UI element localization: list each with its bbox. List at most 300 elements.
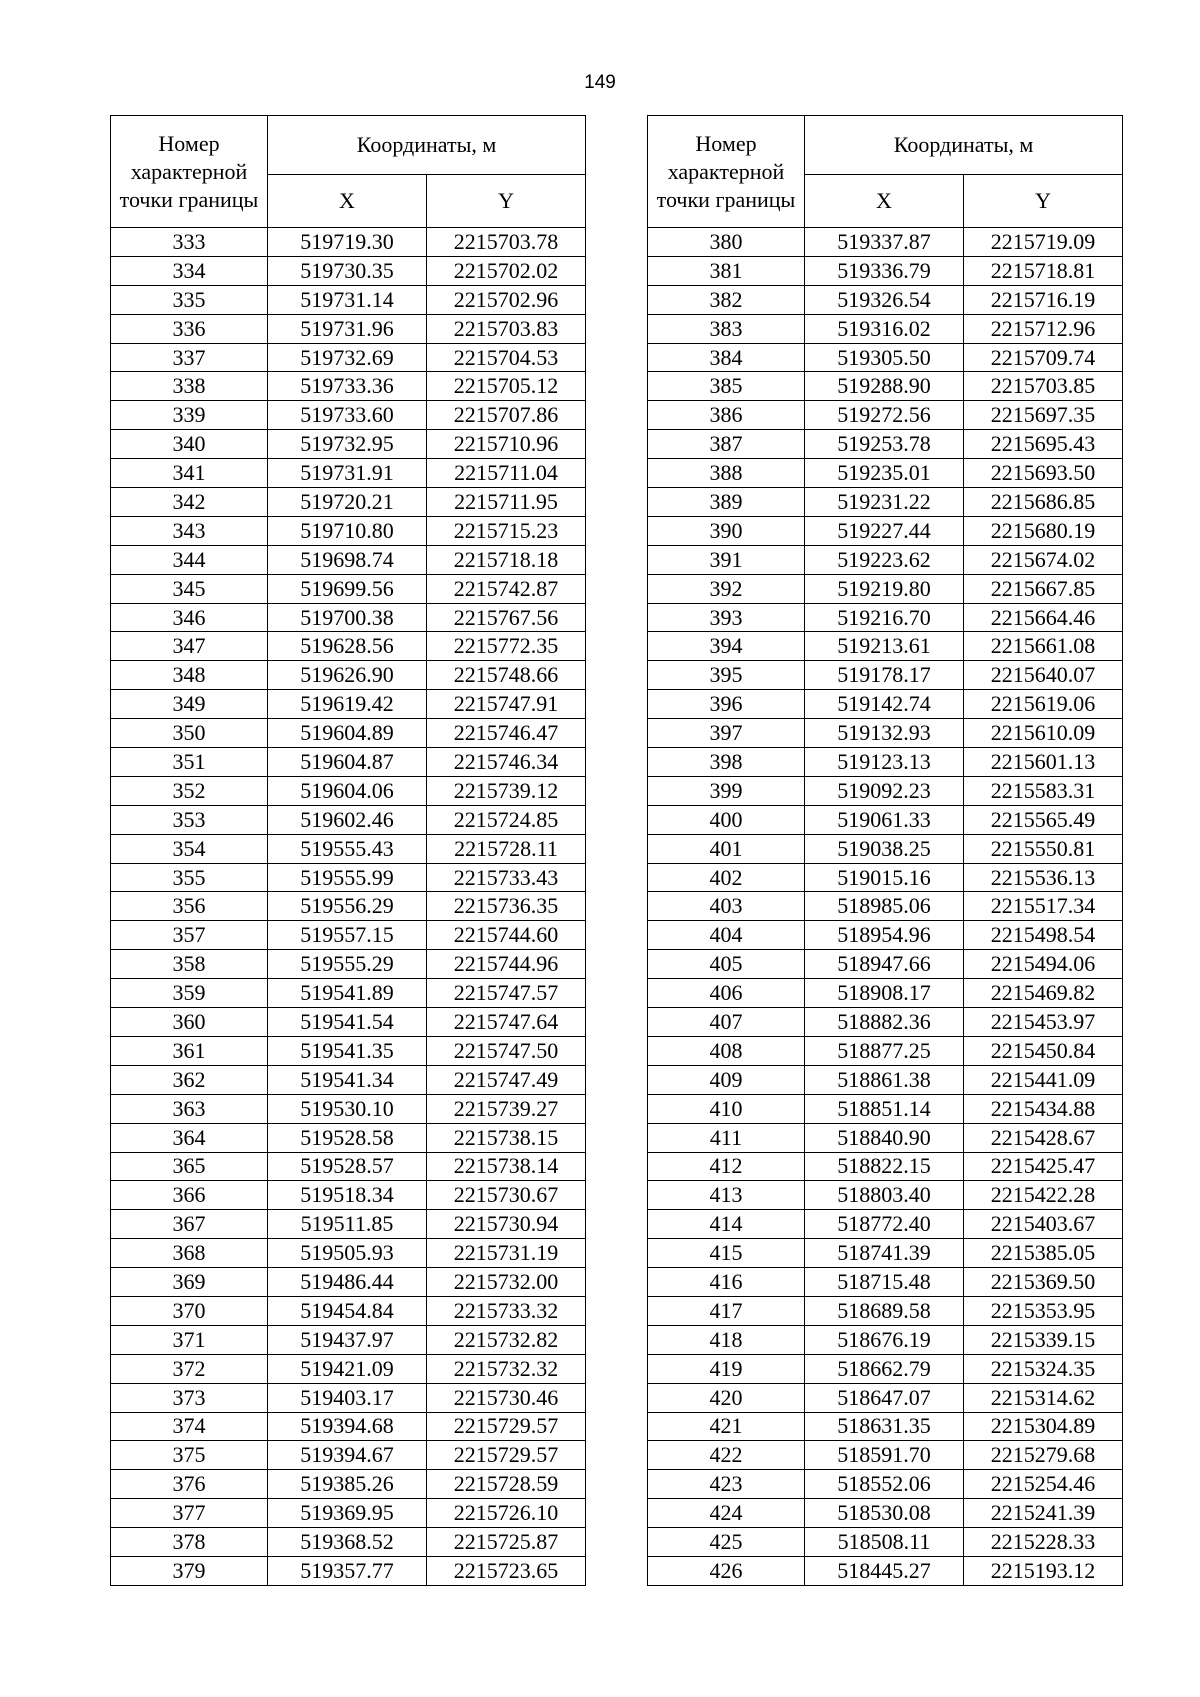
table-row [648,1296,1123,1325]
y-coordinate-cell: 2215733.32 [427,1296,586,1325]
x-coordinate-cell: 519288.90 [805,372,964,401]
table-row [648,343,1123,372]
point-number-cell: 364 [111,1123,268,1152]
table-body-right [648,228,1123,1586]
y-coordinate-cell: 2215747.49 [427,1065,586,1094]
x-coordinate-cell: 519541.89 [268,979,427,1008]
x-coordinate-cell: 519619.42 [268,690,427,719]
x-coordinate-cell: 518947.66 [805,950,964,979]
point-number-cell: 343 [111,516,268,545]
x-coordinate-cell: 518662.79 [805,1354,964,1383]
y-coordinate-cell: 2215747.64 [427,1008,586,1037]
y-coordinate-cell: 2215732.00 [427,1268,586,1297]
x-coordinate-cell: 519505.93 [268,1239,427,1268]
header-coordinates: Координаты, м [268,116,586,175]
x-coordinate-cell: 519731.91 [268,459,427,488]
table-row [111,1094,586,1123]
x-coordinate-cell: 519530.10 [268,1094,427,1123]
table-row [648,979,1123,1008]
y-coordinate-cell: 2215469.82 [964,979,1123,1008]
point-number-cell: 402 [648,863,805,892]
table-row [648,1325,1123,1354]
x-coordinate-cell: 519235.01 [805,459,964,488]
x-coordinate-cell: 518985.06 [805,892,964,921]
point-number-cell: 357 [111,921,268,950]
y-coordinate-cell: 2215739.27 [427,1094,586,1123]
y-coordinate-cell: 2215450.84 [964,1036,1123,1065]
x-coordinate-cell: 519719.30 [268,228,427,257]
x-coordinate-cell: 519541.34 [268,1065,427,1094]
y-coordinate-cell: 2215403.67 [964,1210,1123,1239]
table-row [648,603,1123,632]
point-number-cell: 376 [111,1470,268,1499]
table-row [111,430,586,459]
point-number-cell: 406 [648,979,805,1008]
table-row [648,1499,1123,1528]
point-number-cell: 390 [648,516,805,545]
y-coordinate-cell: 2215304.89 [964,1412,1123,1441]
y-coordinate-cell: 2215709.74 [964,343,1123,372]
y-coordinate-cell: 2215707.86 [427,401,586,430]
y-coordinate-cell: 2215746.34 [427,748,586,777]
y-coordinate-cell: 2215711.04 [427,459,586,488]
x-coordinate-cell: 518851.14 [805,1094,964,1123]
point-number-cell: 359 [111,979,268,1008]
point-number-cell: 419 [648,1354,805,1383]
table-row [648,1239,1123,1268]
point-number-cell: 386 [648,401,805,430]
table-row [111,603,586,632]
x-coordinate-cell: 519326.54 [805,285,964,314]
table-row [111,690,586,719]
table-row [648,1412,1123,1441]
coordinates-table-left [110,115,586,1586]
point-number-cell: 404 [648,921,805,950]
point-number-cell: 412 [648,1152,805,1181]
y-coordinate-cell: 2215730.94 [427,1210,586,1239]
x-coordinate-cell: 519528.57 [268,1152,427,1181]
table-row [111,372,586,401]
table-row [111,1528,586,1557]
y-coordinate-cell: 2215254.46 [964,1470,1123,1499]
point-number-cell: 349 [111,690,268,719]
x-coordinate-cell: 519305.50 [805,343,964,372]
point-number-cell: 352 [111,776,268,805]
point-number-cell: 361 [111,1036,268,1065]
point-number-cell: 377 [111,1499,268,1528]
point-number-cell: 363 [111,1094,268,1123]
y-coordinate-cell: 2215193.12 [964,1556,1123,1585]
table-row [111,314,586,343]
table-row [648,1210,1123,1239]
x-coordinate-cell: 519628.56 [268,632,427,661]
point-number-cell: 421 [648,1412,805,1441]
point-number-cell: 424 [648,1499,805,1528]
y-coordinate-cell: 2215729.57 [427,1441,586,1470]
table-row [111,256,586,285]
table-row [648,459,1123,488]
y-coordinate-cell: 2215428.67 [964,1123,1123,1152]
x-coordinate-cell: 518954.96 [805,921,964,950]
table-row [111,805,586,834]
table-row [111,1268,586,1297]
table-row [111,228,586,257]
table-row [648,430,1123,459]
y-coordinate-cell: 2215772.35 [427,632,586,661]
coordinates-table-right [647,115,1123,1586]
point-number-cell: 416 [648,1268,805,1297]
x-coordinate-cell: 519223.62 [805,545,964,574]
x-coordinate-cell: 519337.87 [805,228,964,257]
x-coordinate-cell: 518861.38 [805,1065,964,1094]
point-number-cell: 360 [111,1008,268,1037]
x-coordinate-cell: 518552.06 [805,1470,964,1499]
x-coordinate-cell: 518803.40 [805,1181,964,1210]
x-coordinate-cell: 518840.90 [805,1123,964,1152]
x-coordinate-cell: 518741.39 [805,1239,964,1268]
y-coordinate-cell: 2215736.35 [427,892,586,921]
table-row [648,488,1123,517]
point-number-cell: 413 [648,1181,805,1210]
y-coordinate-cell: 2215702.02 [427,256,586,285]
table-row [648,632,1123,661]
point-number-cell: 378 [111,1528,268,1557]
point-number-cell: 339 [111,401,268,430]
point-number-cell: 411 [648,1123,805,1152]
table-row [111,1354,586,1383]
point-number-cell: 400 [648,805,805,834]
x-coordinate-cell: 519454.84 [268,1296,427,1325]
y-coordinate-cell: 2215550.81 [964,834,1123,863]
table-row [648,921,1123,950]
x-coordinate-cell: 519604.89 [268,719,427,748]
table-row [111,1412,586,1441]
table-row [111,834,586,863]
point-number-cell: 375 [111,1441,268,1470]
y-coordinate-cell: 2215748.66 [427,661,586,690]
table-row [111,921,586,950]
point-number-cell: 396 [648,690,805,719]
point-number-cell: 370 [111,1296,268,1325]
y-coordinate-cell: 2215353.95 [964,1296,1123,1325]
table-row [648,545,1123,574]
x-coordinate-cell: 518822.15 [805,1152,964,1181]
point-number-cell: 394 [648,632,805,661]
y-coordinate-cell: 2215728.59 [427,1470,586,1499]
x-coordinate-cell: 519357.77 [268,1556,427,1585]
point-number-cell: 335 [111,285,268,314]
x-coordinate-cell: 519556.29 [268,892,427,921]
y-coordinate-cell: 2215767.56 [427,603,586,632]
y-coordinate-cell: 2215747.57 [427,979,586,1008]
x-coordinate-cell: 519602.46 [268,805,427,834]
table-row [111,863,586,892]
point-number-cell: 407 [648,1008,805,1037]
x-coordinate-cell: 519541.54 [268,1008,427,1037]
x-coordinate-cell: 519403.17 [268,1383,427,1412]
table-row [111,1065,586,1094]
table-row [648,1152,1123,1181]
point-number-cell: 347 [111,632,268,661]
header-x: X [805,175,964,228]
point-number-cell: 366 [111,1181,268,1210]
y-coordinate-cell: 2215738.15 [427,1123,586,1152]
table-row [111,1470,586,1499]
table-row [111,1152,586,1181]
x-coordinate-cell: 519253.78 [805,430,964,459]
point-number-cell: 334 [111,256,268,285]
header-point-number: Номер характерной точки границы [111,116,268,228]
table-row [111,1036,586,1065]
x-coordinate-cell: 519213.61 [805,632,964,661]
point-number-cell: 351 [111,748,268,777]
point-number-cell: 385 [648,372,805,401]
table-row [648,314,1123,343]
point-number-cell: 344 [111,545,268,574]
point-number-cell: 369 [111,1268,268,1297]
point-number-cell: 391 [648,545,805,574]
table-row [111,343,586,372]
point-number-cell: 384 [648,343,805,372]
point-number-cell: 372 [111,1354,268,1383]
x-coordinate-cell: 519731.14 [268,285,427,314]
y-coordinate-cell: 2215715.23 [427,516,586,545]
table-row [648,719,1123,748]
y-coordinate-cell: 2215619.06 [964,690,1123,719]
y-coordinate-cell: 2215422.28 [964,1181,1123,1210]
point-number-cell: 409 [648,1065,805,1094]
point-number-cell: 333 [111,228,268,257]
point-number-cell: 399 [648,776,805,805]
x-coordinate-cell: 518631.35 [805,1412,964,1441]
table-row [111,748,586,777]
page-number: 149 [584,72,616,93]
point-number-cell: 373 [111,1383,268,1412]
table-row [648,1008,1123,1037]
x-coordinate-cell: 519227.44 [805,516,964,545]
table-row [111,1325,586,1354]
table-row [648,748,1123,777]
y-coordinate-cell: 2215703.78 [427,228,586,257]
y-coordinate-cell: 2215730.46 [427,1383,586,1412]
table-row [648,574,1123,603]
table-row [648,1065,1123,1094]
table-row [111,574,586,603]
x-coordinate-cell: 518689.58 [805,1296,964,1325]
point-number-cell: 341 [111,459,268,488]
y-coordinate-cell: 2215369.50 [964,1268,1123,1297]
y-coordinate-cell: 2215703.85 [964,372,1123,401]
x-coordinate-cell: 519394.67 [268,1441,427,1470]
y-coordinate-cell: 2215738.14 [427,1152,586,1181]
point-number-cell: 381 [648,256,805,285]
table-row [648,661,1123,690]
y-coordinate-cell: 2215726.10 [427,1499,586,1528]
point-number-cell: 414 [648,1210,805,1239]
point-number-cell: 371 [111,1325,268,1354]
y-coordinate-cell: 2215711.95 [427,488,586,517]
y-coordinate-cell: 2215686.85 [964,488,1123,517]
x-coordinate-cell: 519541.35 [268,1036,427,1065]
table-body-left [111,228,586,1586]
x-coordinate-cell: 519699.56 [268,574,427,603]
table-row [111,1296,586,1325]
x-coordinate-cell: 518676.19 [805,1325,964,1354]
table-row [648,1528,1123,1557]
y-coordinate-cell: 2215583.31 [964,776,1123,805]
point-number-cell: 350 [111,719,268,748]
y-coordinate-cell: 2215704.53 [427,343,586,372]
x-coordinate-cell: 519733.36 [268,372,427,401]
y-coordinate-cell: 2215731.19 [427,1239,586,1268]
point-number-cell: 415 [648,1239,805,1268]
table-row [111,950,586,979]
y-coordinate-cell: 2215718.18 [427,545,586,574]
table-row [648,1441,1123,1470]
y-coordinate-cell: 2215324.35 [964,1354,1123,1383]
point-number-cell: 392 [648,574,805,603]
table-row [111,401,586,430]
x-coordinate-cell: 519219.80 [805,574,964,603]
y-coordinate-cell: 2215724.85 [427,805,586,834]
x-coordinate-cell: 519518.34 [268,1181,427,1210]
table-row [648,776,1123,805]
point-number-cell: 368 [111,1239,268,1268]
x-coordinate-cell: 519369.95 [268,1499,427,1528]
y-coordinate-cell: 2215697.35 [964,401,1123,430]
header-y: Y [427,175,586,228]
point-number-cell: 383 [648,314,805,343]
table-row [648,1181,1123,1210]
point-number-cell: 388 [648,459,805,488]
point-number-cell: 374 [111,1412,268,1441]
point-number-cell: 337 [111,343,268,372]
point-number-cell: 340 [111,430,268,459]
point-number-cell: 393 [648,603,805,632]
table-row [648,228,1123,257]
x-coordinate-cell: 519555.43 [268,834,427,863]
point-number-cell: 348 [111,661,268,690]
point-number-cell: 417 [648,1296,805,1325]
x-coordinate-cell: 518591.70 [805,1441,964,1470]
y-coordinate-cell: 2215664.46 [964,603,1123,632]
x-coordinate-cell: 519733.60 [268,401,427,430]
y-coordinate-cell: 2215425.47 [964,1152,1123,1181]
x-coordinate-cell: 519231.22 [805,488,964,517]
y-coordinate-cell: 2215747.50 [427,1036,586,1065]
y-coordinate-cell: 2215279.68 [964,1441,1123,1470]
point-number-cell: 365 [111,1152,268,1181]
table-row [648,1094,1123,1123]
y-coordinate-cell: 2215739.12 [427,776,586,805]
table-row [111,776,586,805]
table-row [648,256,1123,285]
point-number-cell: 358 [111,950,268,979]
x-coordinate-cell: 519626.90 [268,661,427,690]
point-number-cell: 401 [648,834,805,863]
table-row [648,1383,1123,1412]
table-row [111,488,586,517]
x-coordinate-cell: 519730.35 [268,256,427,285]
x-coordinate-cell: 519732.95 [268,430,427,459]
x-coordinate-cell: 519555.29 [268,950,427,979]
table-row [648,1036,1123,1065]
point-number-cell: 353 [111,805,268,834]
x-coordinate-cell: 519557.15 [268,921,427,950]
x-coordinate-cell: 519437.97 [268,1325,427,1354]
table-row [648,1123,1123,1152]
y-coordinate-cell: 2215565.49 [964,805,1123,834]
point-number-cell: 362 [111,1065,268,1094]
table-row [111,1123,586,1152]
point-number-cell: 420 [648,1383,805,1412]
point-number-cell: 408 [648,1036,805,1065]
x-coordinate-cell: 519731.96 [268,314,427,343]
table-row [648,863,1123,892]
x-coordinate-cell: 519336.79 [805,256,964,285]
y-coordinate-cell: 2215640.07 [964,661,1123,690]
table-row [648,1556,1123,1585]
x-coordinate-cell: 518877.25 [805,1036,964,1065]
point-number-cell: 423 [648,1470,805,1499]
point-number-cell: 418 [648,1325,805,1354]
y-coordinate-cell: 2215339.15 [964,1325,1123,1354]
y-coordinate-cell: 2215702.96 [427,285,586,314]
y-coordinate-cell: 2215453.97 [964,1008,1123,1037]
x-coordinate-cell: 519394.68 [268,1412,427,1441]
x-coordinate-cell: 519092.23 [805,776,964,805]
table-row [648,892,1123,921]
y-coordinate-cell: 2215732.82 [427,1325,586,1354]
point-number-cell: 336 [111,314,268,343]
table-row [111,979,586,1008]
table-row [648,516,1123,545]
y-coordinate-cell: 2215601.13 [964,748,1123,777]
x-coordinate-cell: 519216.70 [805,603,964,632]
y-coordinate-cell: 2215536.13 [964,863,1123,892]
y-coordinate-cell: 2215705.12 [427,372,586,401]
y-coordinate-cell: 2215746.47 [427,719,586,748]
table-row [648,372,1123,401]
table-row [111,1383,586,1412]
x-coordinate-cell: 519178.17 [805,661,964,690]
point-number-cell: 387 [648,430,805,459]
x-coordinate-cell: 518772.40 [805,1210,964,1239]
x-coordinate-cell: 519015.16 [805,863,964,892]
y-coordinate-cell: 2215695.43 [964,430,1123,459]
point-number-cell: 389 [648,488,805,517]
point-number-cell: 425 [648,1528,805,1557]
point-number-cell: 382 [648,285,805,314]
x-coordinate-cell: 519700.38 [268,603,427,632]
table-row [648,285,1123,314]
y-coordinate-cell: 2215742.87 [427,574,586,603]
point-number-cell: 405 [648,950,805,979]
table-row [111,1008,586,1037]
point-number-cell: 426 [648,1556,805,1585]
x-coordinate-cell: 518647.07 [805,1383,964,1412]
y-coordinate-cell: 2215667.85 [964,574,1123,603]
table-row [648,834,1123,863]
x-coordinate-cell: 519486.44 [268,1268,427,1297]
point-number-cell: 422 [648,1441,805,1470]
table-row [648,690,1123,719]
x-coordinate-cell: 518508.11 [805,1528,964,1557]
point-number-cell: 379 [111,1556,268,1585]
x-coordinate-cell: 519061.33 [805,805,964,834]
y-coordinate-cell: 2215241.39 [964,1499,1123,1528]
point-number-cell: 398 [648,748,805,777]
